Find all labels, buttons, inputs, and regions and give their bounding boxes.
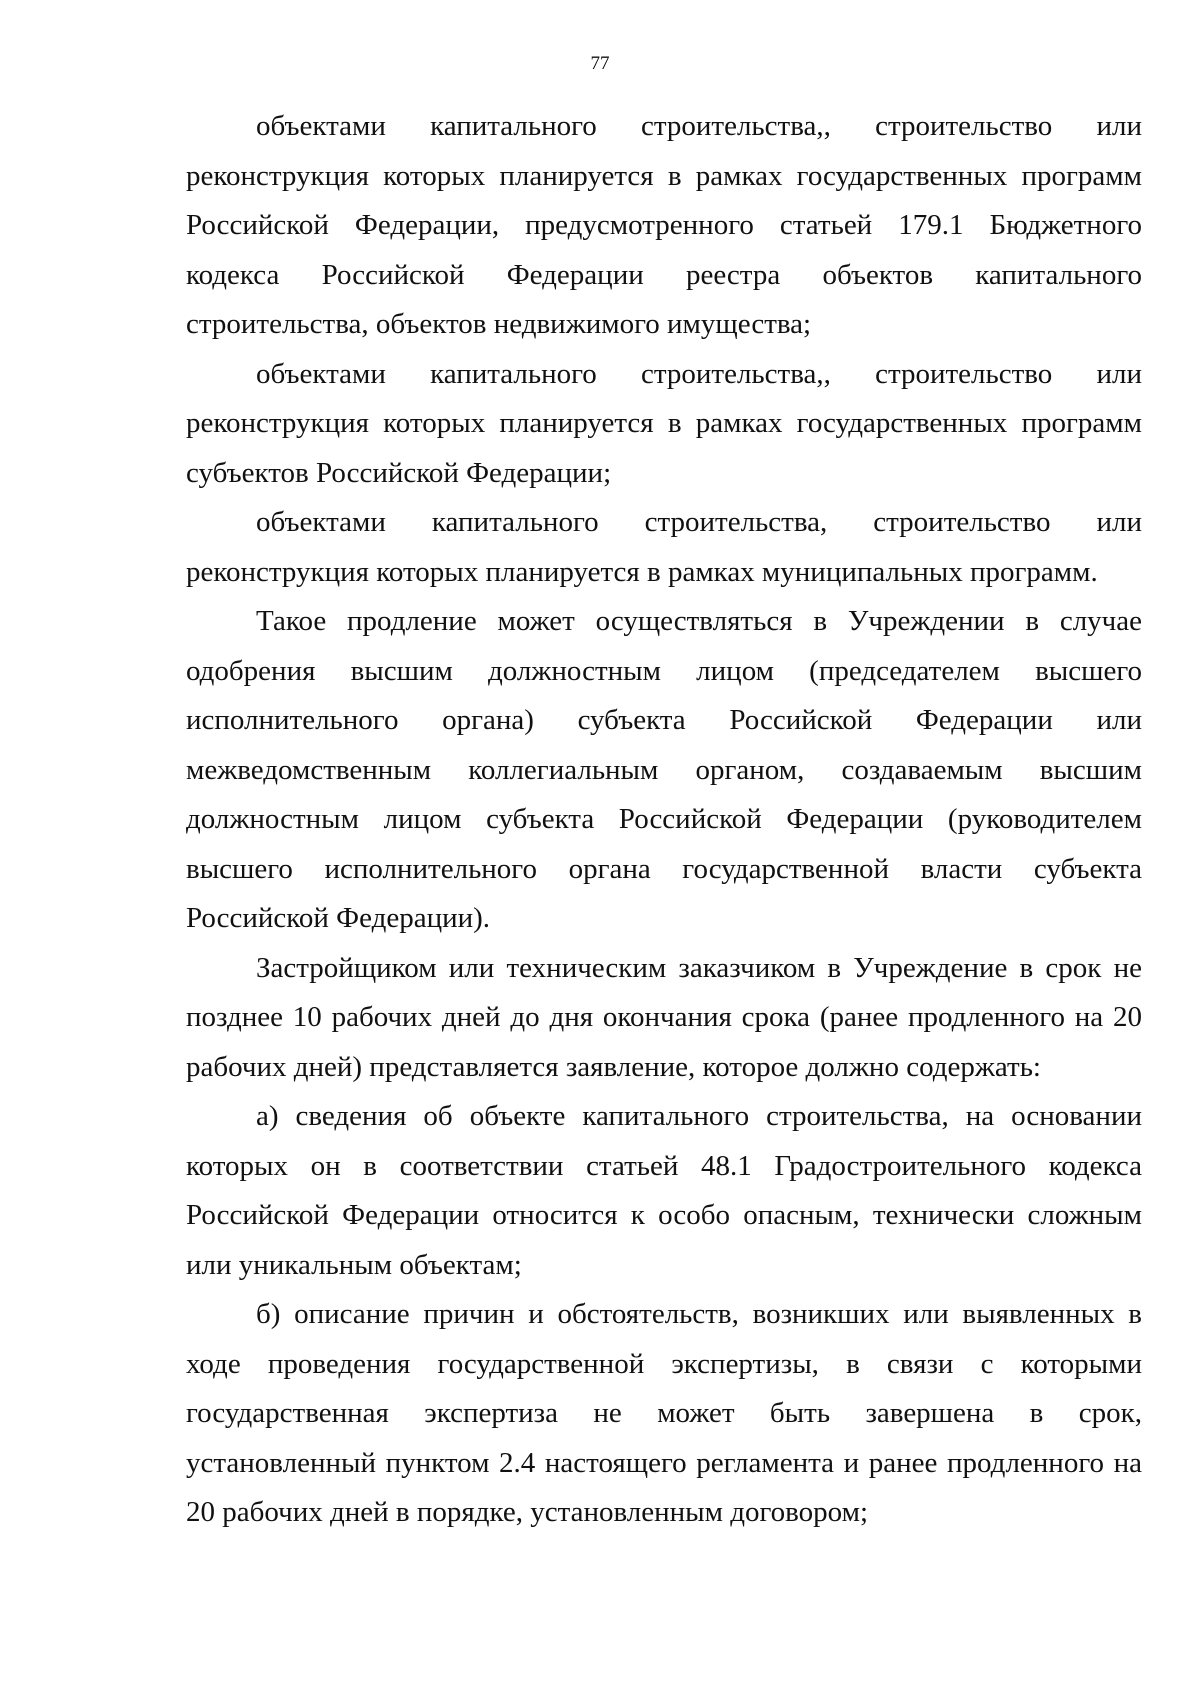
paragraph-6: а) сведения об объекте капитального строительства, на основании которых он в соответствии статьей 48.1 Градостроительного кодекса Российской Федерации относится к особо опасным, технически сложным или уникальным объектам;	[186, 1100, 1142, 1281]
page-number: 77	[590, 53, 610, 74]
paragraph-5: Застройщиком или техническим заказчиком в Учреждение в срок не позднее 10 рабочих дней до дня окончания срока (ранее продленного на 20 рабочих дней) представляется заявление, которое должно содержать:	[186, 951, 1142, 1083]
paragraph-7: б) описание причин и обстоятельств, возникших или выявленных в ходе проведения государственной экспертизы, в связи с которыми государственная экспертиза не может быть завершена в срок, установленный пунктом 2.4 настоящего регламента и ранее продленного на 20 рабочих дней в порядке, установленным договором;	[186, 1298, 1142, 1528]
paragraph-4: Такое продление может осуществляться в Учреждении в случае одобрения высшим должностным лицом (председателем высшего исполнительного органа) субъекта Российской Федерации или межведомственным коллегиальным органом, создаваемым высшим должностным лицом субъекта Российской Федерации (руководителем высшего исполнительного органа государственной власти субъекта Российской Федерации).	[186, 605, 1142, 934]
paragraph-1: объектами капитального строительства,, строительство или реконструкция которых планируется в рамках государственных программ Российской Федерации, предусмотренного статьей 179.1 Бюджетного кодекса Российской Федерации реестра объектов капитального строительства, объектов недвижимого имущества;	[186, 110, 1142, 340]
paragraph-2: объектами капитального строительства,, строительство или реконструкция которых планируется в рамках государственных программ субъектов Российской Федерации;	[186, 357, 1142, 489]
paragraph-3: объектами капитального строительства, строительство или реконструкция которых планируется в рамках муниципальных программ.	[186, 506, 1142, 588]
document-body	[186, 102, 1142, 1538]
